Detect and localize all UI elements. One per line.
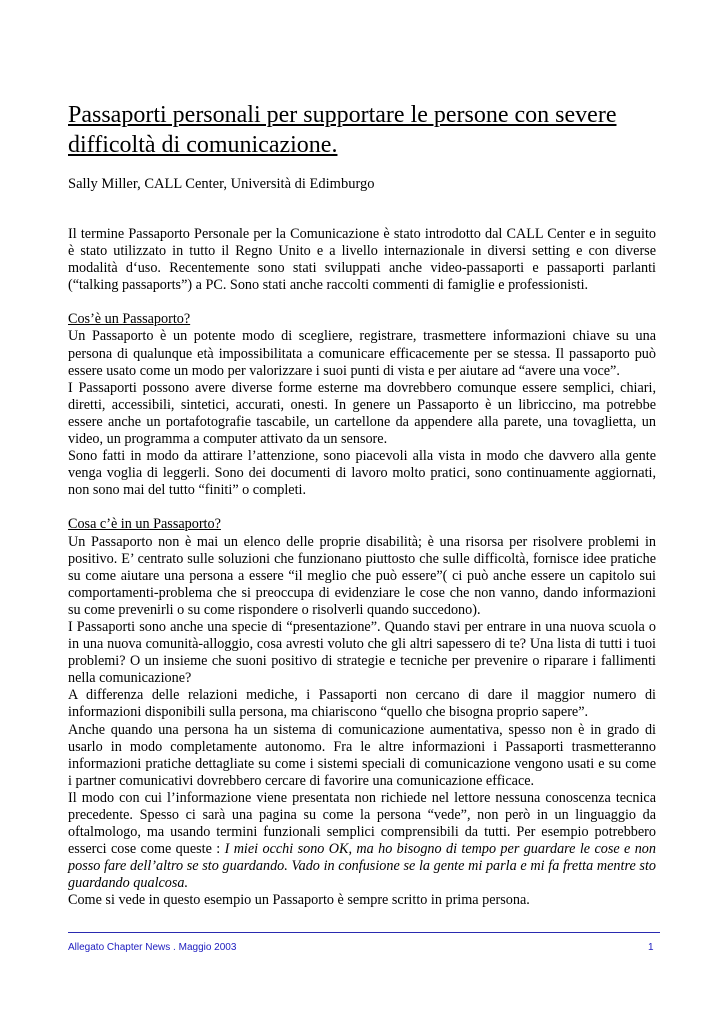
paragraph-text: Il modo con cui l’informazione viene presentata non richiede nel lettore nessuna conoscenza tecnica precedente. Spesso ci sarà una pagina su come la persona “vede”, non però in un linguaggio da oftalmologo, ma usando termini funzionali semplici comprensibili da tutti. Per esempio potrebbero esserci cose come queste : xyxy=(68,789,656,858)
spacer xyxy=(68,294,656,311)
footer-divider xyxy=(68,932,660,933)
author-line: Sally Miller, CALL Center, Università di Edimburgo xyxy=(68,176,375,192)
spacer xyxy=(68,499,656,516)
section-heading-cose-un-passaporto: Cos’è un Passaporto? xyxy=(68,311,191,328)
paragraph: Sono fatti in modo da attirare l’attenzione, sono piacevoli alla vista in modo che davvero alla gente venga voglia di leggerli. Sono dei documenti di lavoro molto pratici, sono continuamente aggiornati, non sono mai del tutto “finiti” o completi. xyxy=(68,448,656,499)
document-title: Passaporti personali per supportare le persone con severe difficoltà di comunicazione. xyxy=(68,102,617,158)
example-quote: I miei occhi sono OK, ma ho bisogno di tempo per guardare le cose e non posso fare dell’altro se sto guardando. Vado in confusione se la gente mi parla e mi fa fretta mentre sto guardando qualcosa. xyxy=(68,841,656,892)
footer-publication: Allegato Chapter News . Maggio 2003 xyxy=(68,942,237,953)
paragraph: Come si vede in questo esempio un Passaporto è sempre scritto in prima persona. xyxy=(68,892,530,909)
paragraph: I Passaporti sono anche una specie di “presentazione”. Quando stavi per entrare in una nuova scuola o in una nuova comunità-alloggio, cosa avresti voluto che gli altri sapessero di te? Una lista di tutti i tuoi problemi? O un insieme che suoni positivo di strategie e tecniche per prevenire o riparare i fallimenti nella comunicazione? xyxy=(68,618,656,687)
paragraph: A differenza delle relazioni mediche, i Passaporti non cercano di dare il maggior numero di informazioni disponibili sulla persona, ma chiariscono “quello che bisogna proprio sapere”. xyxy=(68,687,656,721)
paragraph: Un Passaporto non è mai un elenco delle proprie disabilità; è una risorsa per risolvere problemi in positivo. E’ centrato sulle soluzioni che funzionano piuttosto che sulle difficoltà, fornisce idee pratiche su come aiutare una persona a essere “il meglio che può essere”( ci può anche essere un capitolo sui comportamenti-problema che si preoccupa di evidenziare le cose che non vanno, dando informazioni su come prevenirli o su come rispondere o risolverli quando succedono). xyxy=(68,533,656,618)
document-body xyxy=(68,226,656,910)
section-heading-cosa-ce-in-un-passaporto: Cosa c’è in un Passaporto? xyxy=(68,516,221,533)
paragraph: Un Passaporto è un potente modo di scegliere, registrare, trasmettere informazioni chiave su una persona di qualunque età impossibilitata a comunicare efficacemente per se stessa. Il passaporto può essere usato come un modo per valorizzare i suoi punti di vista e per aiutare ad “avere una voce”. xyxy=(68,328,656,379)
paragraph-with-example xyxy=(68,790,656,893)
paragraph: I Passaporti possono avere diverse forme esterne ma dovrebbero comunque essere semplici, chiari, diretti, accessibili, sintetici, accurati, onesti. In genere un Passaporto è un libriccino, ma potrebbe essere anche un portafotografie tascabile, un cartellone da appendere alla parete, una tovaglietta, un video, un programma a computer attivato da un sensore. xyxy=(68,379,656,448)
paragraph: Anche quando una persona ha un sistema di comunicazione aumentativa, spesso non è in grado di usarlo in modo completamente autonomo. Fra le altre informazioni i Passaporti trasmetteranno informazioni pratiche dettagliate su come i sistemi speciali di comunicazione vengono usati e su come i partner comunicativi dovrebbero cercare di favorire una comunicazione efficace. xyxy=(68,721,656,789)
footer-page-number: 1 xyxy=(648,942,654,953)
intro-paragraph: Il termine Passaporto Personale per la Comunicazione è stato introdotto dal CALL Center e in seguito è stato utilizzato in tutto il Regno Unito e a livello internazionale in diversi setting e con diverse modalità d‘uso. Recentemente sono stati sviluppati anche video-passaporti e passaporti parlanti (“talking passaports”) a PC. Sono stati anche raccolti commenti di famiglie e professionisti. xyxy=(68,226,656,294)
